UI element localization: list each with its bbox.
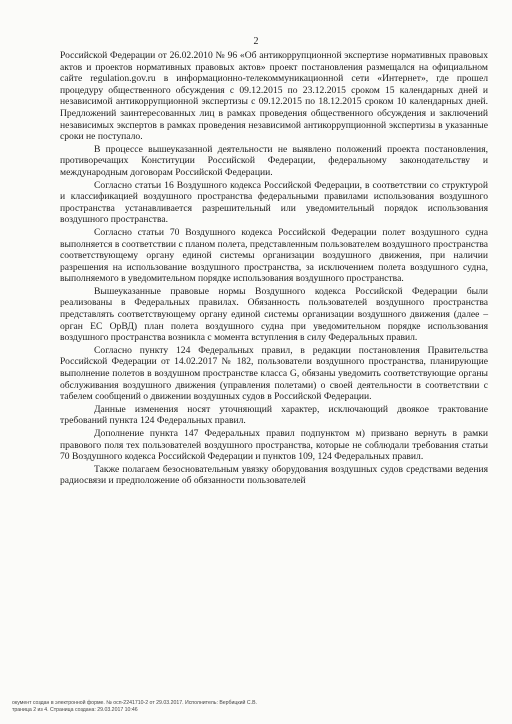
- paragraph: Согласно статьи 70 Воздушного кодекса Российской Федерации полет воздушного судна выполняется в соответствии с планом полета, представленным пользователем воздушного пространства соответствующему органу единой системы организации воздушного движения, при наличии разрешения на использование воздушного пространства, за исключением полета воздушного судна, выполняемого в уведомительном порядке использования воздушного пространства.: [60, 226, 488, 285]
- document-footer: [12, 700, 432, 714]
- footer-document-info: окумент создан в электронной форме. № осп-2241710-2 от 29.03.2017. Исполнитель: Вербицкий С.В.: [12, 700, 257, 706]
- document-body: [60, 50, 488, 488]
- paragraph: В процессе вышеуказанной деятельности не выявлено положений проекта постановления, противоречащих Конституции Российской Федерации, федеральному законодательству и международным договорам Российской Федерации.: [60, 143, 488, 178]
- footer-page-info: траница 2 из 4. Страница создана: 29.03.2017 10:46: [12, 707, 138, 713]
- paragraph: Согласно пункту 124 Федеральных правил, в редакции постановления Правительства Российской Федерации от 14.02.2017 № 182, пользователи воздушного пространства, планирующие выполнение полетов в воздушном пространстве класса G, обязаны уведомить соответствующие органы обслуживания воздушного движения (управления полетами) о своей деятельности в соответствии с табелем сообщений о движении воздушных судов в Российской Федерации.: [60, 344, 488, 403]
- paragraph: Также полагаем безосновательным увязку оборудования воздушных судов средствами ведения радиосвязи и предположение об обязанности пользователей: [60, 463, 488, 487]
- paragraph: Дополнение пункта 147 Федеральных правил подпунктом м) призвано вернуть в рамки правового поля тех пользователей воздушного пространства, которые не соблюдали требования статьи 70 Воздушного кодекса Российской Федерации и пунктов 109, 124 Федеральных правил.: [60, 428, 488, 463]
- paragraph: Вышеуказанные правовые нормы Воздушного кодекса Российской Федерации были реализованы в Федеральных правилах. Обязанность пользователей воздушного пространства представлять соответствующему органу единой системы организации воздушного движения (далее – орган ЕС ОрВД) план полета воздушного судна при уведомительном порядке использования воздушного пространства возникла с момента вступления в силу Федеральных правил.: [60, 285, 488, 344]
- paragraph: Данные изменения носят уточняющий характер, исключающий двоякое трактование требований пункта 124 Федеральных правил.: [60, 403, 488, 427]
- page-number: 2: [253, 36, 259, 47]
- paragraph: Российской Федерации от 26.02.2010 № 96 «Об антикоррупционной экспертизе нормативных правовых актов и проектов нормативных правовых актов» проект постановления размещался на официальном сайте regulation.gov.ru в информационно-телекоммуникационной сети «Интернет», где прошел процедуру общественного обсуждения с 09.12.2015 по 23.12.2015 сроком 15 календарных дней и независимой антикоррупционной экспертизы с 09.12.2015 по 18.12.2015 сроком 10 календарных дней. Предложений заинтересованных лиц в рамках проведения общественного обсуждения и заключений независимых экспертов в рамках проведения независимой антикоррупционной экспертизы в указанные сроки не поступало.: [60, 50, 488, 143]
- paragraph: Согласно статьи 16 Воздушного кодекса Российской Федерации, в соответствии со структурой и классификацией воздушного пространства федеральными правилами использования воздушного пространства устанавливается разрешительный или уведомительный порядок использования воздушного пространства.: [60, 179, 488, 226]
